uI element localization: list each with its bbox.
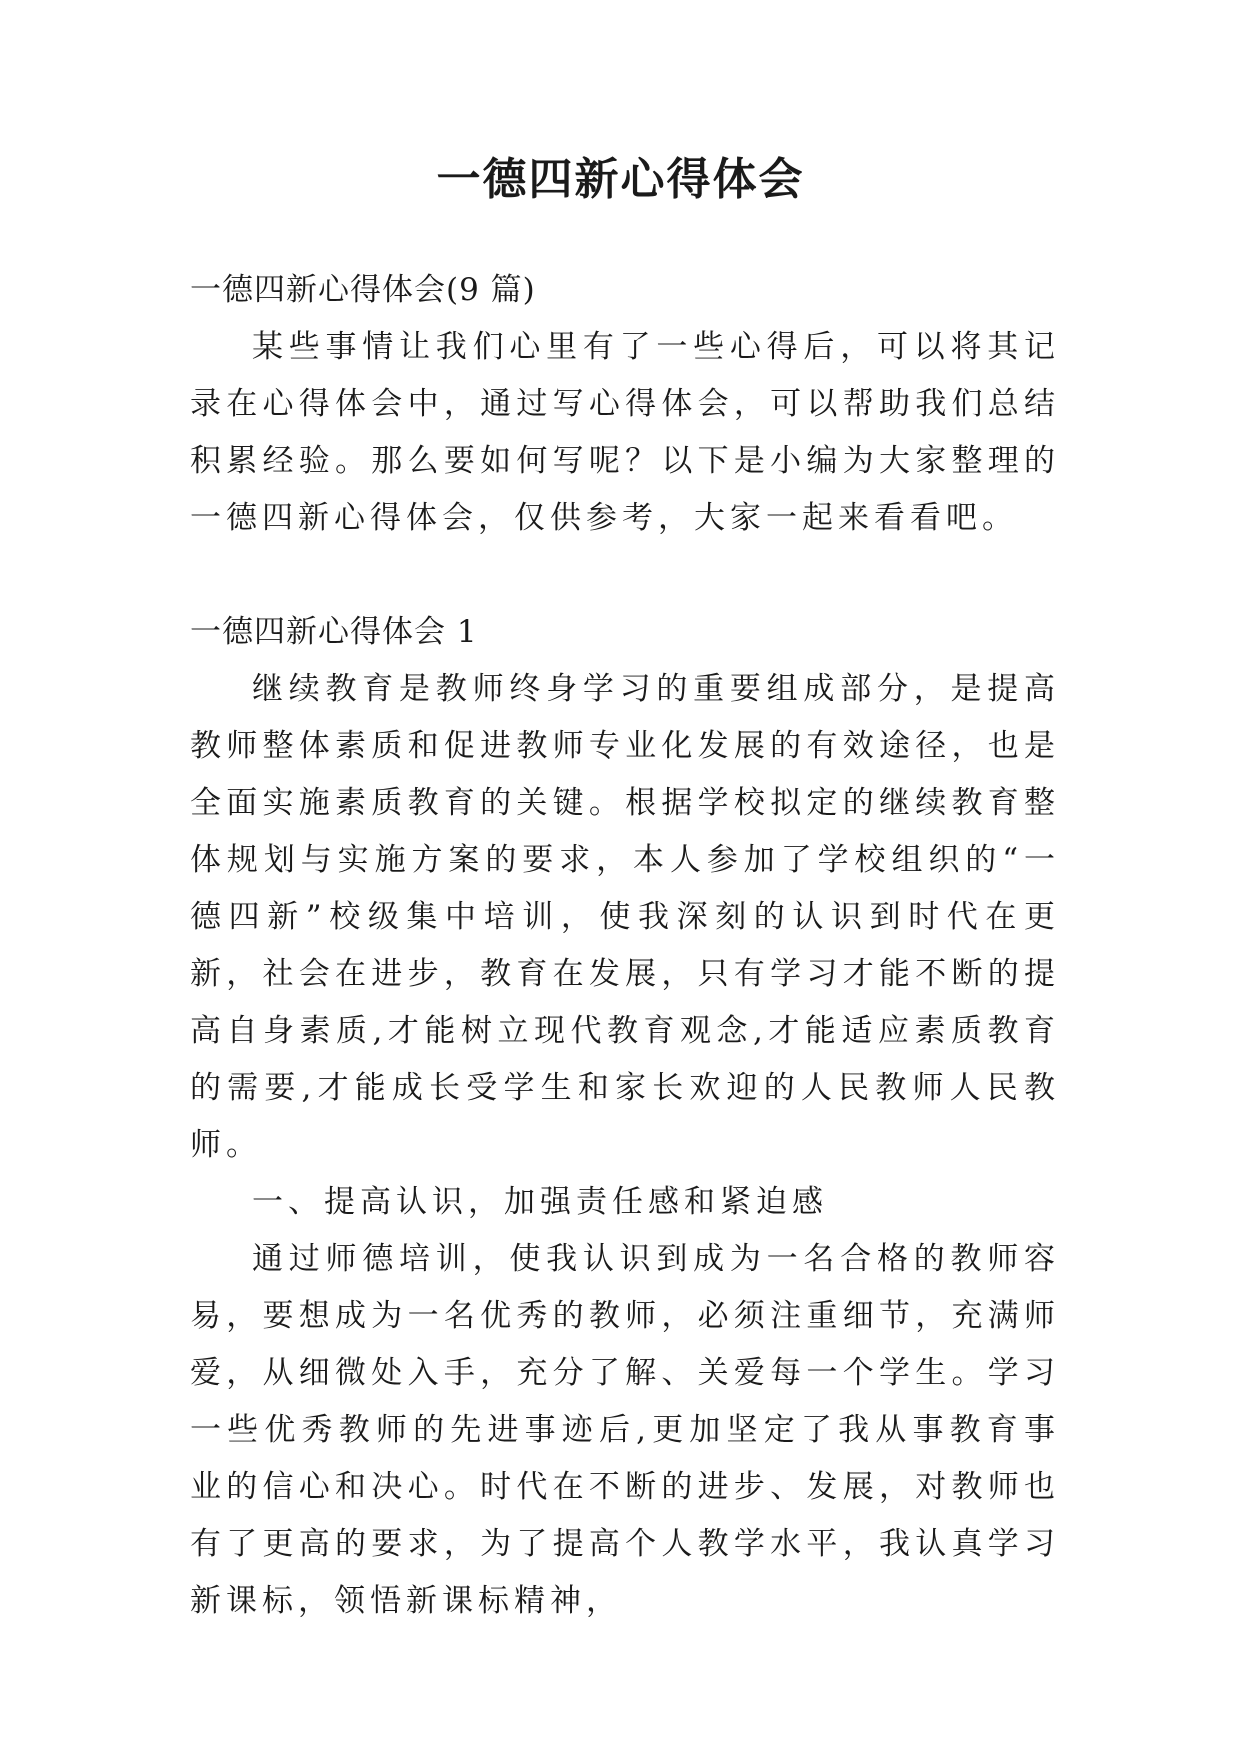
- section1-paragraph-1: 继续教育是教师终身学习的重要组成部分，是提高教师整体素质和促进教师专业化发展的有效途径，也是全面实施素质教育的关键。根据学校拟定的继续教育整体规划与实施方案的要求，本人参加了学校组织的“一德四新”校级集中培训，使我深刻的认识到时代在更新，社会在进步，教育在发展，只有学习才能不断的提高自身素质,才能树立现代教育观念,才能适应素质教育的需要,才能成长受学生和家长欢迎的人民教师人民教师。: [190, 671, 1060, 1163]
- document-title: 一德四新心得体会: [436, 154, 805, 205]
- document-body: [190, 262, 1060, 1630]
- section1-heading: 一德四新心得体会 1: [190, 614, 478, 650]
- intro-heading: 一德四新心得体会(9 篇): [190, 272, 536, 308]
- section-spacer: [190, 547, 1060, 604]
- intro-paragraph: 某些事情让我们心里有了一些心得后，可以将其记录在心得体会中，通过写心得体会，可以帮助我们总结积累经验。那么要如何写呢？以下是小编为大家整理的一德四新心得体会，仅供参考，大家一起来看看吧。: [190, 329, 1060, 536]
- section1-paragraph-2: 通过师德培训，使我认识到成为一名合格的教师容易，要想成为一名优秀的教师，必须注重细节，充满师爱，从细微处入手，充分了解、关爱每一个学生。学习一些优秀教师的先进事迹后,更加坚定了我从事教育事业的信心和决心。时代在不断的进步、发展，对教师也有了更高的要求，为了提高个人教学水平，我认真学习新课标，领悟新课标精神，: [190, 1241, 1060, 1619]
- section1-subheading: 一、提高认识，加强责任感和紧迫感: [252, 1184, 828, 1220]
